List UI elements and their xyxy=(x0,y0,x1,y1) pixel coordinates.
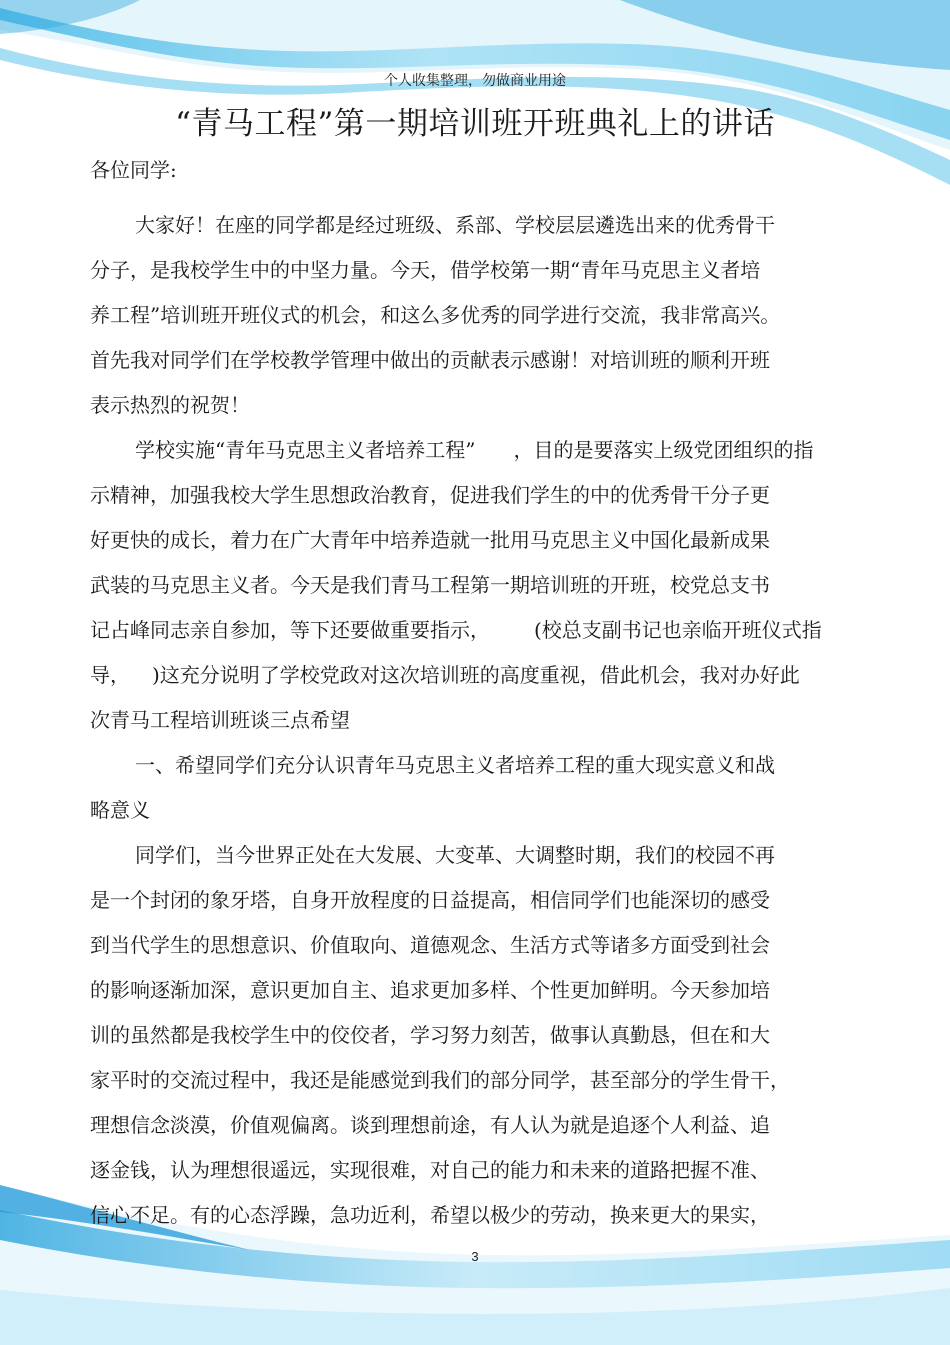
body-line: 到当代学生的思想意识、价值取向、道德观念、生活方式等诸多方面受到社会 xyxy=(90,933,770,957)
body-line: 信心不足。有的心态浮躁，急功近利，希望以极少的劳动，换来更大的果实， xyxy=(90,1203,770,1227)
body-line: 家平时的交流过程中，我还是能感觉到我们的部分同学，甚至部分的学生骨干， xyxy=(90,1068,790,1092)
body-line xyxy=(90,428,850,473)
body-line: 的影响逐渐加深，意识更加自主、追求更加多样、个性更加鲜明。今天参加培 xyxy=(90,978,770,1002)
body-line: 逐金钱，认为理想很遥远，实现很难，对自己的能力和未来的道路把握不准、 xyxy=(90,1158,770,1182)
body-line xyxy=(90,653,850,698)
body-line-segment: (校总支副书记也亲临开班仪式指 xyxy=(534,618,822,642)
body-line: 大家好！在座的同学都是经过班级、系部、学校层层遴选出来的优秀骨干 xyxy=(135,213,775,237)
body-line: 武装的马克思主义者。今天是我们青马工程第一期培训班的开班，校党总支书 xyxy=(90,573,770,597)
body-line-segment: ，目的是要落实上级党团组织的指 xyxy=(513,438,814,462)
body-line: 理想信念淡漠，价值观偏离。谈到理想前途，有人认为就是追逐个人利益、追 xyxy=(90,1113,770,1137)
body-line: 好更快的成长，着力在广大青年中培养造就一批用马克思主义中国化最新成果 xyxy=(90,528,770,552)
body-line: 同学们，当今世界正处在大发展、大变革、大调整时期，我们的校园不再 xyxy=(135,843,775,867)
section-heading: 一、希望同学们充分认识青年马克思主义者培养工程的重大现实意义和战 xyxy=(135,753,775,777)
body-line xyxy=(90,608,850,653)
watermark-text: 个人收集整理，勿做商业用途 xyxy=(384,73,566,89)
salutation: 各位同学: xyxy=(90,158,177,182)
body-line: 是一个封闭的象牙塔，自身开放程度的日益提高，相信同学们也能深切的感受 xyxy=(90,888,770,912)
body-line: 分子，是我校学生中的中坚力量。今天，借学校第一期“青年马克思主义者培 xyxy=(90,258,761,282)
document-body xyxy=(90,203,850,1238)
body-line: 首先我对同学们在学校教学管理中做出的贡献表示感谢！对培训班的顺利开班 xyxy=(90,348,770,372)
body-line: 次青马工程培训班谈三点希望 xyxy=(90,708,350,732)
body-line-segment: 记占峰同志亲自参加，等下还要做重要指示， xyxy=(90,618,490,642)
body-line: 表示热烈的祝贺！ xyxy=(90,393,250,417)
body-line: 养工程”培训班开班仪式的机会，和这么多优秀的同学进行交流，我非常高兴。 xyxy=(90,303,781,327)
body-line: 示精神，加强我校大学生思想政治教育，促进我们学生的中的优秀骨干分子更 xyxy=(90,483,770,507)
body-line-segment: 导， xyxy=(90,663,130,687)
section-heading-continued: 略意义 xyxy=(90,798,150,822)
body-line: 训的虽然都是我校学生中的佼佼者，学习努力刻苦，做事认真勤恳，但在和大 xyxy=(90,1023,770,1047)
body-line-segment: )这充分说明了学校党政对这次培训班的高度重视，借此机会，我对办好此 xyxy=(152,663,800,687)
document-title: “青马工程”第一期培训班开班典礼上的讲话 xyxy=(175,106,775,142)
page-number: 3 xyxy=(471,1249,479,1264)
body-line-segment: 学校实施“青年马克思主义者培养工程” xyxy=(135,438,476,462)
